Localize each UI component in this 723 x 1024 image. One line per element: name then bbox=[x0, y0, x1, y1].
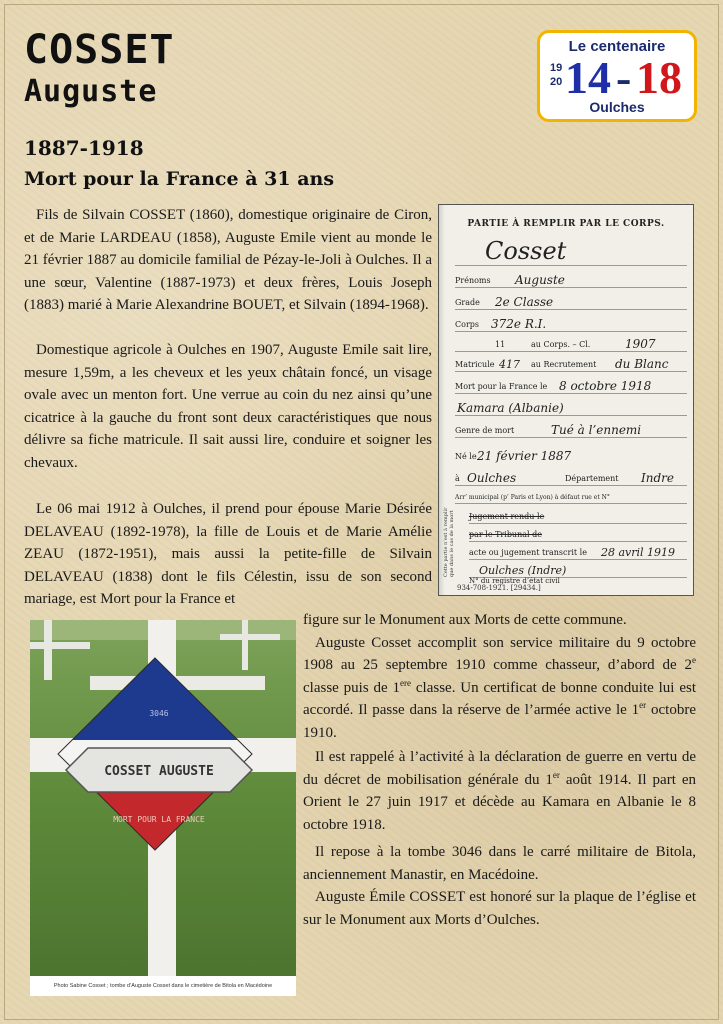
paragraph-5 bbox=[303, 746, 696, 836]
card-grade-label: Grade bbox=[455, 298, 480, 307]
paragraph-1 bbox=[24, 204, 432, 317]
card-row-a bbox=[455, 463, 687, 486]
p3-text: Le 06 mai 1912 à Oulches, il prend pour épouse Marie Désirée DELAVEAU (1892-1978), la fille de Louis et de Marie Amélie ZEAU (1872-1951), mais aussi la petite-fille de Silvain DELAVEAU (1838) dont le fils Célestin, issu de son second mariage, est Mort pour la France et bbox=[24, 501, 432, 607]
card-row-prenoms bbox=[455, 265, 687, 288]
card-side-label: Cette partie n’est à remplir que dans le cas de la mort bbox=[443, 507, 455, 577]
badge-dash: - bbox=[616, 52, 632, 103]
card-row-tribunal bbox=[469, 523, 687, 542]
card-row-mort bbox=[455, 371, 687, 394]
card-row-matricule bbox=[455, 351, 687, 372]
paragraph-6 bbox=[303, 841, 696, 886]
card-recrut: du Blanc bbox=[615, 357, 669, 371]
card-row-acte bbox=[469, 541, 687, 560]
plate-mort: MORT POUR LA FRANCE bbox=[113, 815, 205, 824]
card-grade: 2e Classe bbox=[495, 295, 554, 309]
card-row-ne bbox=[455, 441, 687, 463]
p5b-text: août 1914. Il part en Orient le 27 juin 1917 et décède au Kamara en Albanie le 8 octobre 1918. bbox=[303, 771, 696, 833]
badge-y2: 20 bbox=[550, 76, 563, 88]
card-genre: Tué à l’ennemi bbox=[551, 423, 642, 437]
card-matricule-recrut-label: au Recrutement bbox=[531, 360, 597, 369]
card-dept-label: Département bbox=[565, 474, 619, 483]
fiche-matricule-card bbox=[438, 204, 694, 596]
card-row-lieu bbox=[455, 393, 687, 416]
surname: COSSET bbox=[24, 27, 175, 73]
card-row-grade bbox=[455, 287, 687, 310]
p5a-text: Il est rappelé à l’activité à la déclaration de guerre en vertu de du décret de mobilisation générale du 1 bbox=[303, 749, 696, 788]
card-footer: 934-708-1921. [29434.] bbox=[457, 584, 541, 592]
card-prenoms-label: Prénoms bbox=[455, 276, 491, 285]
badge-years bbox=[540, 52, 694, 103]
card-lieu: Kamara (Albanie) bbox=[457, 401, 564, 415]
card-jugement-label: Jugement rendu le bbox=[469, 512, 545, 521]
p6-text: Il repose à la tombe 3046 dans le carré militaire de Bitola, anciennement Manastir, en Macédoine. bbox=[303, 844, 696, 883]
card-corps-label: Corps bbox=[455, 320, 479, 329]
card-ne: 21 février 1887 bbox=[477, 449, 572, 463]
card-matricule-recrut: 417 bbox=[499, 358, 520, 371]
card-matricule-corps-label: au Corps. – Cl. bbox=[531, 340, 591, 349]
p4-sup2: ere bbox=[400, 677, 412, 688]
paragraph-3 bbox=[24, 498, 432, 611]
card-registre-label: N° du registre d’état civil bbox=[469, 577, 560, 585]
p4c-text: classe puis de 1 bbox=[303, 679, 401, 696]
card-row-matricule-corps bbox=[455, 331, 687, 352]
grave-photo-image bbox=[30, 620, 296, 976]
p4a-text: figure sur le Monument aux Morts de cette commune. bbox=[303, 612, 627, 628]
p4e-text: octobre 1910. bbox=[303, 702, 696, 741]
plate-name: COSSET AUGUSTE bbox=[104, 764, 214, 779]
card-mort-label: Mort pour la France le bbox=[455, 382, 548, 391]
card-tribunal-label: par le Tribunal de bbox=[469, 530, 542, 539]
card-row-genre bbox=[455, 415, 687, 438]
card-matricule-corps-hw-wrap bbox=[495, 340, 505, 349]
p4b-text: Auguste Cosset accomplit son service militaire du 9 octobre 1908 au 25 septembre 1910 comme chasseur, d’abord de 2 bbox=[303, 634, 696, 673]
paragraph-7 bbox=[303, 886, 696, 931]
death-subtitle: Mort pour la France à 31 ans bbox=[24, 168, 335, 190]
p5-sup: er bbox=[552, 769, 560, 780]
card-prenoms: Auguste bbox=[515, 273, 565, 287]
badge-18: 18 bbox=[636, 52, 682, 103]
p1-text: Fils de Silvain COSSET (1860), domestique originaire de Ciron, et de Marie LARDEAU (1858), Auguste Emile vient au monde le 21 février 1887 au domicile familial de Pézay-le-Joli à Oulches. Il a une sœur, Valentine (1887-1973) et deux frères, Louis Joseph (1883) marié à Marie Alexandrine BOUET, et Silvain (1894-1968). bbox=[24, 207, 432, 313]
p7-text: Auguste Émile COSSET est honoré sur la plaque de l’église et sur le Monument aux Morts d’Oulches. bbox=[303, 889, 696, 928]
card-nom: Cosset bbox=[485, 237, 567, 265]
badge-bottom: Oulches bbox=[589, 99, 645, 115]
p2-text: Domestique agricole à Oulches en 1907, Auguste Emile sait lire, mesure 1,59m, a les cheveux et les yeux châtain foncé, un visage ovale avec un menton fort. Une verrue au coin du nez ainsi qu’une cicatrice à la gauche du front sont deux caractéristiques que nous délivre sa fiche matricule. Il sait aussi lire, conduire et soigner les chevaux. bbox=[24, 342, 432, 471]
photo-caption: Photo Sabine Cosset ; tombe d’Auguste Cosset dans le cimetière de Bitola en Macédoine bbox=[30, 976, 296, 996]
firstname: Auguste bbox=[24, 74, 158, 109]
p4-sup3: er bbox=[639, 700, 647, 710]
paragraph-2 bbox=[24, 339, 432, 474]
card-a-label: à bbox=[455, 474, 460, 483]
badge-top: Le centenaire bbox=[568, 38, 666, 55]
card-classe: 1907 bbox=[625, 337, 656, 351]
card-row-corps bbox=[455, 309, 687, 332]
badge-y1: 19 bbox=[550, 62, 563, 74]
life-dates: 1887-1918 bbox=[24, 136, 144, 160]
card-arr-label: Arr’ municipal (p’ Paris et Lyon) à défaut rue et N° bbox=[455, 494, 610, 501]
card-heading: PARTIE À REMPLIR PAR LE CORPS. bbox=[467, 219, 665, 229]
paragraph-4 bbox=[303, 609, 696, 744]
card-row-acte-lieu bbox=[469, 559, 687, 578]
card-acte: 28 avril 1919 bbox=[601, 546, 676, 559]
card-acte-lieu: Oulches (Indre) bbox=[479, 564, 567, 577]
card-matricule-corps-hw: 11 bbox=[495, 340, 506, 349]
card-matricule-label: Matricule bbox=[455, 360, 495, 369]
card-mort: 8 octobre 1918 bbox=[559, 379, 652, 393]
card-genre-label: Genre de mort bbox=[455, 426, 515, 435]
card-ne-label: Né le bbox=[455, 452, 477, 461]
card-row-nom bbox=[455, 235, 687, 266]
card-row-jugement bbox=[469, 505, 687, 524]
p4d-text: classe. Un certificat de bonne conduite lui est accordé. Il passe dans la réserve de l’armée active le 1 bbox=[303, 679, 696, 718]
card-acte-label: acte ou jugement transcrit le bbox=[469, 548, 587, 557]
title-block bbox=[24, 28, 175, 112]
card-row-arr bbox=[455, 485, 687, 504]
grave-photo bbox=[30, 620, 296, 976]
card-a: Oulches bbox=[467, 471, 517, 485]
card-corps: 372e R.I. bbox=[491, 317, 547, 331]
centenaire-badge bbox=[537, 30, 697, 122]
plate-number: 3046 bbox=[149, 709, 169, 718]
badge-14: 14 bbox=[565, 52, 611, 103]
card-dept: Indre bbox=[641, 471, 674, 485]
p4-sup1: e bbox=[692, 655, 696, 665]
